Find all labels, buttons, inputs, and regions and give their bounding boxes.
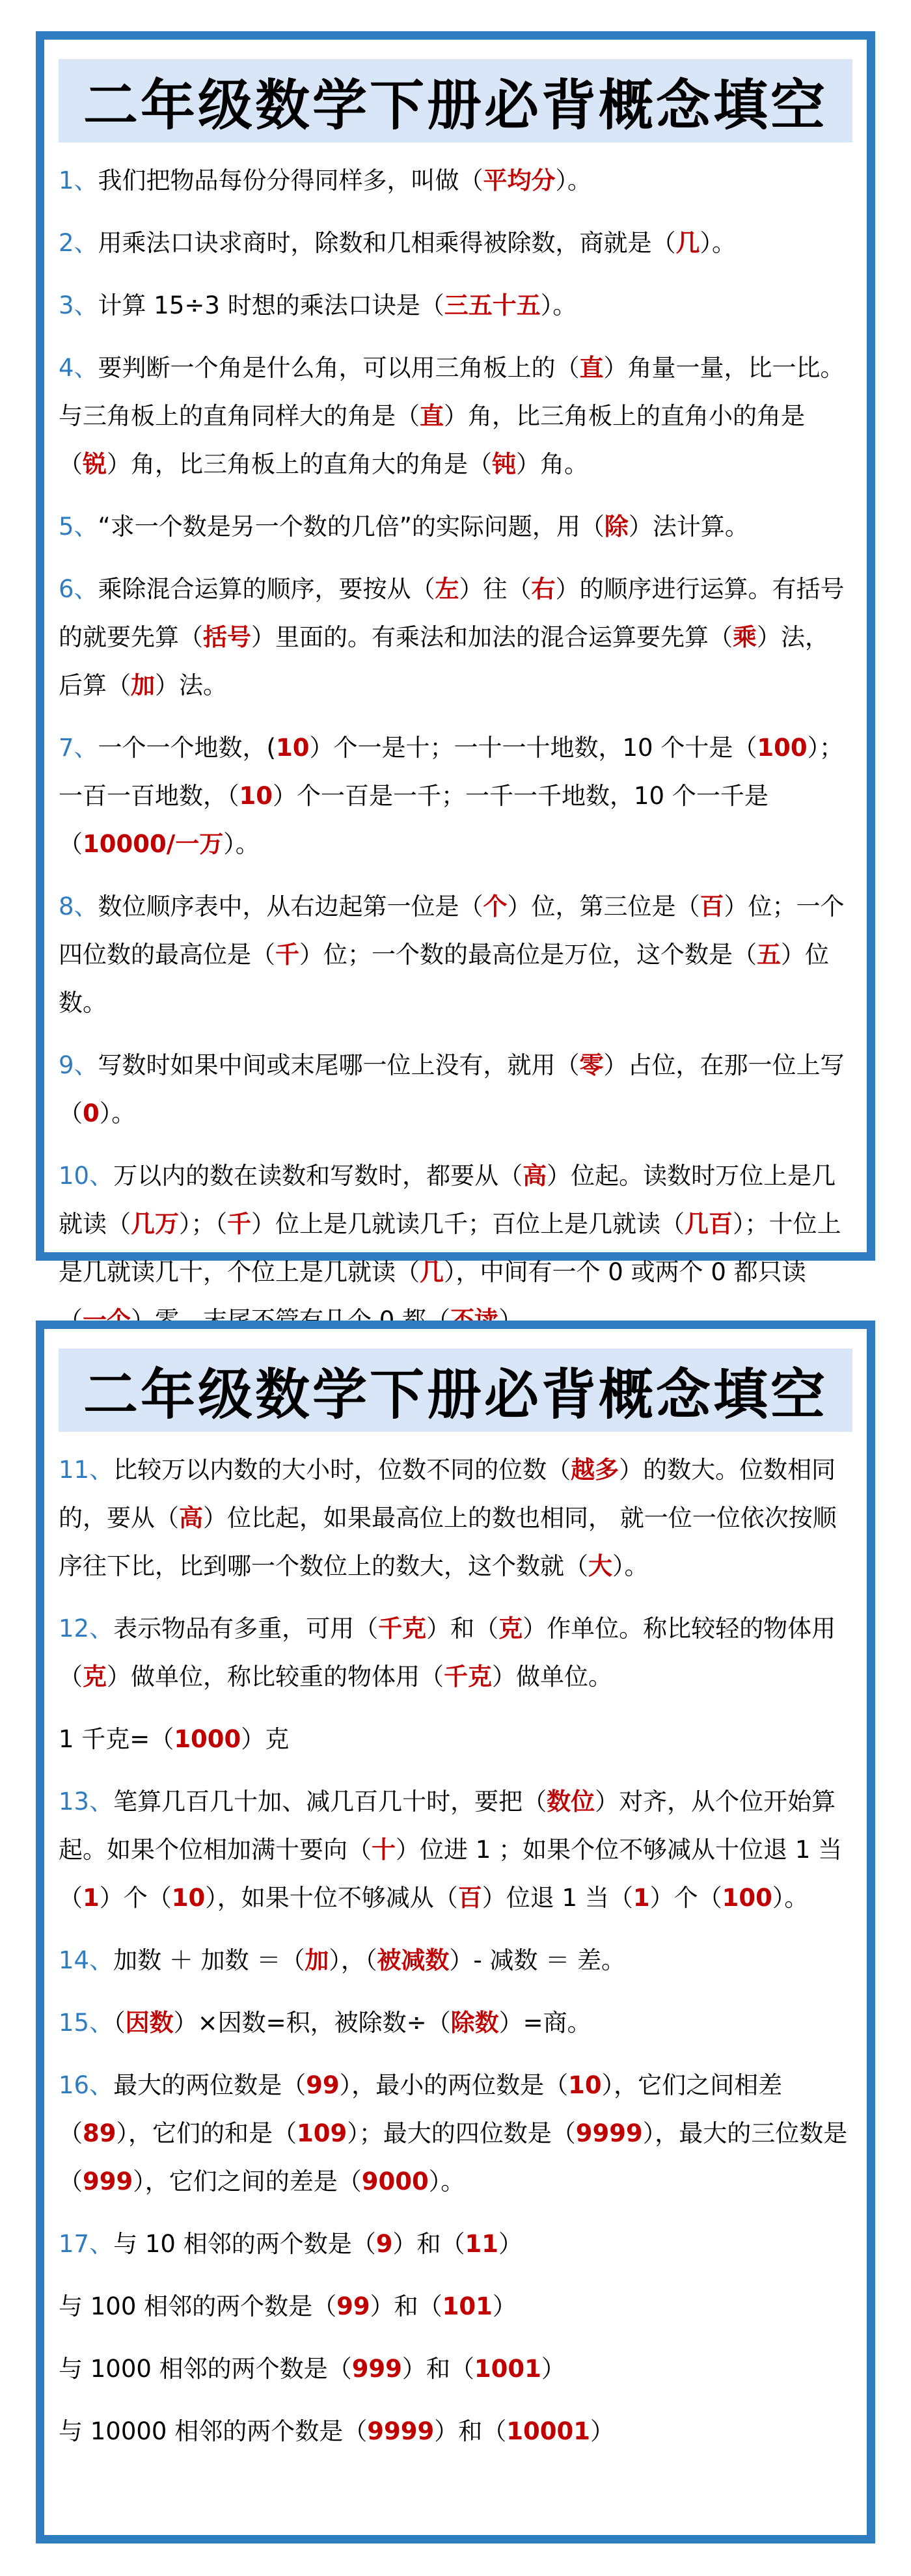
question-number: 17、 bbox=[59, 2230, 114, 2258]
question-text: ）角，比三角板上的直角大的角是（ bbox=[107, 450, 492, 478]
question-number: 11、 bbox=[59, 1456, 114, 1484]
answer-text: 右 bbox=[531, 575, 556, 603]
answer-text: 1 bbox=[632, 1884, 650, 1912]
question-text: ）；最大的四位数是（ bbox=[347, 2119, 576, 2147]
question-text: 与 10000 相邻的两个数是（ bbox=[59, 2417, 368, 2445]
question-number: 5、 bbox=[59, 513, 98, 541]
question-text: ）角，比三角板上的直角小的角是（ bbox=[59, 402, 805, 478]
question-text: 1 千克=（ bbox=[59, 1725, 174, 1753]
question-item bbox=[59, 344, 852, 489]
question-text: ）克 bbox=[241, 1725, 290, 1753]
question-text: ）；十位上是几就读几十，个位上是几就读（ bbox=[59, 1210, 841, 1286]
answer-text: 千克 bbox=[378, 1615, 427, 1643]
question-text: ）位比起，如果最高位上的数也相同， 就一位一位依次按顺序往下比，比到哪一个数位上的数大，这个数就（ bbox=[59, 1504, 837, 1580]
question-item bbox=[59, 1999, 852, 2047]
answer-text: 千 bbox=[227, 1210, 251, 1238]
question-text: ）法。 bbox=[155, 671, 227, 699]
question-text: ）。 bbox=[555, 167, 592, 195]
question-list bbox=[44, 157, 867, 1345]
answer-text: 10000/一万 bbox=[83, 830, 224, 858]
answer-text: 锐 bbox=[83, 450, 107, 478]
question-text: ） bbox=[498, 2230, 523, 2258]
question-text: ）。 bbox=[772, 1884, 809, 1912]
question-item bbox=[59, 1041, 852, 1138]
answer-text: 百 bbox=[700, 892, 724, 920]
answer-text: 0 bbox=[83, 1099, 100, 1127]
worksheet-panel-1 bbox=[36, 31, 875, 1286]
question-item bbox=[59, 2345, 852, 2393]
question-text: 与 1000 相邻的两个数是（ bbox=[59, 2355, 352, 2383]
answer-text: 直 bbox=[579, 354, 604, 382]
answer-text: 100 bbox=[757, 734, 808, 762]
answer-text: 99 bbox=[336, 2292, 370, 2320]
title-band bbox=[59, 1348, 852, 1432]
question-text: ）=商。 bbox=[498, 2009, 591, 2037]
answer-text: 9000 bbox=[361, 2167, 429, 2195]
question-text: ）位退 1 当（ bbox=[482, 1884, 633, 1912]
question-number: 6、 bbox=[59, 575, 98, 603]
answer-text: 加 bbox=[305, 1946, 329, 1974]
answer-text: 10001 bbox=[506, 2417, 590, 2445]
answer-text: 直 bbox=[420, 402, 444, 430]
question-text: 万以内的数在读数和写数时，都要从（ bbox=[113, 1162, 523, 1190]
question-number: 4、 bbox=[59, 354, 98, 382]
question-text: ）作单位。称比较轻的物体用（ bbox=[59, 1615, 836, 1691]
answer-text: 乘 bbox=[733, 623, 757, 651]
question-number: 13、 bbox=[59, 1788, 114, 1816]
answer-text: 大 bbox=[588, 1552, 612, 1580]
question-text: ）占位，在那一位上写（ bbox=[59, 1051, 845, 1127]
question-text: ）的顺序进行运算。有括号的就要先算（ bbox=[59, 575, 845, 651]
question-item bbox=[59, 1446, 852, 1590]
question-item bbox=[59, 2283, 852, 2331]
answer-text: 101 bbox=[442, 2292, 493, 2320]
question-item bbox=[59, 1937, 852, 1985]
answer-text: 五 bbox=[757, 941, 781, 969]
question-text: 加数 ＋ 加数 ＝（ bbox=[113, 1946, 305, 1974]
question-text: ），它们之间相差（ bbox=[59, 2071, 783, 2147]
question-item bbox=[59, 1605, 852, 1701]
question-text: ）×因数=积，被除数÷（ bbox=[173, 2009, 451, 2037]
answer-text: 千克 bbox=[444, 1663, 492, 1691]
question-text: ） bbox=[541, 2355, 565, 2383]
answer-text: 999 bbox=[351, 2355, 402, 2383]
answer-text: 99 bbox=[306, 2071, 340, 2099]
question-text: ）法计算。 bbox=[628, 513, 749, 541]
question-text: ）。 bbox=[540, 291, 577, 319]
question-text: ）往（ bbox=[459, 575, 532, 603]
question-item bbox=[59, 883, 852, 1027]
question-item bbox=[59, 1152, 852, 1345]
answer-text: 1 bbox=[83, 1884, 100, 1912]
question-text: ）和（ bbox=[401, 2355, 474, 2383]
question-number: 1、 bbox=[59, 167, 98, 195]
question-number: 8、 bbox=[59, 892, 98, 920]
question-item bbox=[59, 2220, 852, 2268]
question-text: 表示物品有多重，可用（ bbox=[113, 1615, 379, 1643]
answer-text: 平均分 bbox=[483, 167, 556, 195]
worksheet-panel-2 bbox=[36, 1321, 875, 2543]
question-text: ）位进 1 ；如果个位不够减从十位退 1 当（ bbox=[59, 1836, 843, 1912]
question-item bbox=[59, 565, 852, 710]
answer-text: 括号 bbox=[203, 623, 251, 651]
title-band bbox=[59, 59, 852, 142]
question-text: 写数时如果中间或末尾哪一位上没有，就用（ bbox=[98, 1051, 580, 1079]
question-item bbox=[59, 1715, 852, 1764]
answer-text: 个 bbox=[483, 892, 508, 920]
question-text: ）做单位，称比较重的物体用（ bbox=[107, 1663, 444, 1691]
answer-text: 9 bbox=[375, 2230, 393, 2258]
question-item bbox=[59, 282, 852, 330]
question-number: 16、 bbox=[59, 2071, 114, 2099]
question-text: ）做单位。 bbox=[492, 1663, 612, 1691]
question-text: ）。 bbox=[99, 1099, 136, 1127]
question-text: ）个一百是一千；一千一千地数，10 个一千是（ bbox=[59, 782, 768, 858]
answer-text: 10 bbox=[275, 734, 310, 762]
question-text: ）。 bbox=[428, 2167, 465, 2195]
answer-text: 越多 bbox=[571, 1456, 619, 1484]
answer-text: 几 bbox=[420, 1258, 444, 1286]
question-text: ）位上是几就读几千；百位上是几就读（ bbox=[251, 1210, 685, 1238]
answer-text: 加 bbox=[131, 671, 155, 699]
question-text: ）和（ bbox=[426, 1615, 499, 1643]
question-item bbox=[59, 503, 852, 551]
answer-text: 1001 bbox=[474, 2355, 541, 2383]
question-text: 笔算几百几十加、减几百几十时，要把（ bbox=[113, 1788, 547, 1816]
question-item bbox=[59, 724, 852, 868]
answer-text: 10 bbox=[171, 1884, 206, 1912]
answer-text: 高 bbox=[523, 1162, 547, 1190]
answer-text: 十 bbox=[372, 1836, 396, 1864]
question-text: ），如果十位不够减从（ bbox=[205, 1884, 458, 1912]
question-text: 我们把物品每份分得同样多，叫做（ bbox=[98, 167, 483, 195]
question-text: 用乘法口诀求商时，除数和几相乘得被除数，商就是（ bbox=[98, 229, 676, 257]
question-text: ）和（ bbox=[370, 2292, 442, 2320]
answer-text: 10 bbox=[239, 782, 273, 810]
answer-text: 1000 bbox=[174, 1725, 241, 1753]
question-text: 与 100 相邻的两个数是（ bbox=[59, 2292, 337, 2320]
question-text: ）个一是十；一十一十地数，10 个十是（ bbox=[309, 734, 757, 762]
question-item bbox=[59, 219, 852, 267]
question-text: ）和（ bbox=[392, 2230, 465, 2258]
answer-text: 百 bbox=[457, 1884, 482, 1912]
question-text: 乘除混合运算的顺序，要按从（ bbox=[98, 575, 435, 603]
question-text: ）的数大。位数相同的，要从（ bbox=[59, 1456, 836, 1532]
question-text: ）位；一个四位数的最高位是（ bbox=[59, 892, 845, 969]
page-title: 二年级数学下册必背概念填空 bbox=[83, 1362, 828, 1427]
question-text: ）角。 bbox=[516, 450, 588, 478]
question-text: 最大的两位数是（ bbox=[113, 2071, 306, 2099]
answer-text: 11 bbox=[465, 2230, 498, 2258]
answer-text: 9999 bbox=[575, 2119, 643, 2147]
answer-text: 因数 bbox=[125, 2009, 174, 2037]
answer-text: 几 bbox=[675, 229, 700, 257]
answer-text: 零 bbox=[579, 1051, 604, 1079]
question-text: ）法，后算（ bbox=[59, 623, 829, 699]
question-text: 与 10 相邻的两个数是（ bbox=[113, 2230, 376, 2258]
question-text: ）位起。读数时万位上是几就读（ bbox=[59, 1162, 836, 1238]
question-text: ）；（ bbox=[179, 1210, 227, 1238]
question-text: 计算 15÷3 时想的乘法口诀是（ bbox=[98, 291, 444, 319]
question-number: 14、 bbox=[59, 1946, 114, 1974]
question-number: 2、 bbox=[59, 229, 98, 257]
question-list bbox=[44, 1446, 867, 2456]
answer-text: 几百 bbox=[685, 1210, 733, 1238]
answer-text: 左 bbox=[435, 575, 459, 603]
question-item bbox=[59, 2408, 852, 2456]
question-number: 15、 bbox=[59, 2009, 114, 2037]
answer-text: 89 bbox=[83, 2119, 116, 2147]
question-text: ），中间有一个 0 或两个 0 都只读 bbox=[444, 1258, 806, 1286]
question-text: ） bbox=[492, 2292, 517, 2320]
answer-text: 克 bbox=[498, 1615, 523, 1643]
answer-text: 109 bbox=[297, 2119, 347, 2147]
question-text: ）里面的。有乘法和加法的混合运算要先算（ bbox=[251, 623, 733, 651]
answer-text: 除 bbox=[604, 513, 629, 541]
question-text: ），它们的和是（ bbox=[116, 2119, 297, 2147]
question-text: （ bbox=[113, 2009, 126, 2037]
answer-text: 10 bbox=[568, 2071, 602, 2099]
question-text: ）对齐，从个位开始算起。如果个位相加满十要向（ bbox=[59, 1788, 836, 1864]
question-text: ）角量一量，比一比。与三角板上的直角同样大的角是（ bbox=[59, 354, 845, 430]
question-text: ），它们之间的差是（ bbox=[133, 2167, 362, 2195]
question-text: ）位数。 bbox=[59, 941, 829, 1017]
answer-text: 数位 bbox=[547, 1788, 595, 1816]
question-text: ） bbox=[590, 2417, 614, 2445]
question-text: ）和（ bbox=[434, 2417, 507, 2445]
question-text: ），最小的两位数是（ bbox=[339, 2071, 569, 2099]
question-text: ）；一百一百地数，（ bbox=[59, 734, 844, 810]
question-text: ），最大的三位数是（ bbox=[59, 2119, 848, 2195]
question-text: ），（ bbox=[329, 1946, 377, 1974]
question-text: ）。 bbox=[700, 229, 737, 257]
answer-text: 9999 bbox=[367, 2417, 435, 2445]
answer-text: 三五十五 bbox=[444, 291, 541, 319]
page-title: 二年级数学下册必背概念填空 bbox=[83, 73, 828, 137]
question-text: ）个（ bbox=[99, 1884, 172, 1912]
question-text: 一个一个地数，( bbox=[98, 734, 276, 762]
question-number: 9、 bbox=[59, 1051, 98, 1079]
question-number: 12、 bbox=[59, 1615, 114, 1643]
question-number: 7、 bbox=[59, 734, 98, 762]
answer-text: 被减数 bbox=[377, 1946, 450, 1974]
question-text: ）。 bbox=[223, 830, 260, 858]
question-text: ）位；一个数的最高位是万位，这个数是（ bbox=[299, 941, 757, 969]
question-text: ）- 减数 ＝ 差。 bbox=[449, 1946, 626, 1974]
question-item bbox=[59, 2061, 852, 2206]
question-item bbox=[59, 157, 852, 205]
question-text: 比较万以内数的大小时，位数不同的位数（ bbox=[113, 1456, 571, 1484]
answer-text: 100 bbox=[722, 1884, 772, 1912]
question-text: ）位，第三位是（ bbox=[507, 892, 700, 920]
question-number: 3、 bbox=[59, 291, 98, 319]
answer-text: 千 bbox=[275, 941, 299, 969]
answer-text: 钝 bbox=[492, 450, 516, 478]
answer-text: 999 bbox=[83, 2167, 133, 2195]
question-text: ）个（ bbox=[649, 1884, 722, 1912]
answer-text: 克 bbox=[83, 1663, 107, 1691]
answer-text: 除数 bbox=[450, 2009, 499, 2037]
answer-text: 几万 bbox=[131, 1210, 179, 1238]
answer-text: 高 bbox=[179, 1504, 203, 1532]
question-text: 要判断一个角是什么角，可以用三角板上的（ bbox=[98, 354, 580, 382]
question-text: ）。 bbox=[612, 1552, 649, 1580]
question-number: 10、 bbox=[59, 1162, 114, 1190]
question-item bbox=[59, 1778, 852, 1922]
question-text: “求一个数是另一个数的几倍”的实际问题，用（ bbox=[98, 513, 605, 541]
question-text: 数位顺序表中，从右边起第一位是（ bbox=[98, 892, 483, 920]
